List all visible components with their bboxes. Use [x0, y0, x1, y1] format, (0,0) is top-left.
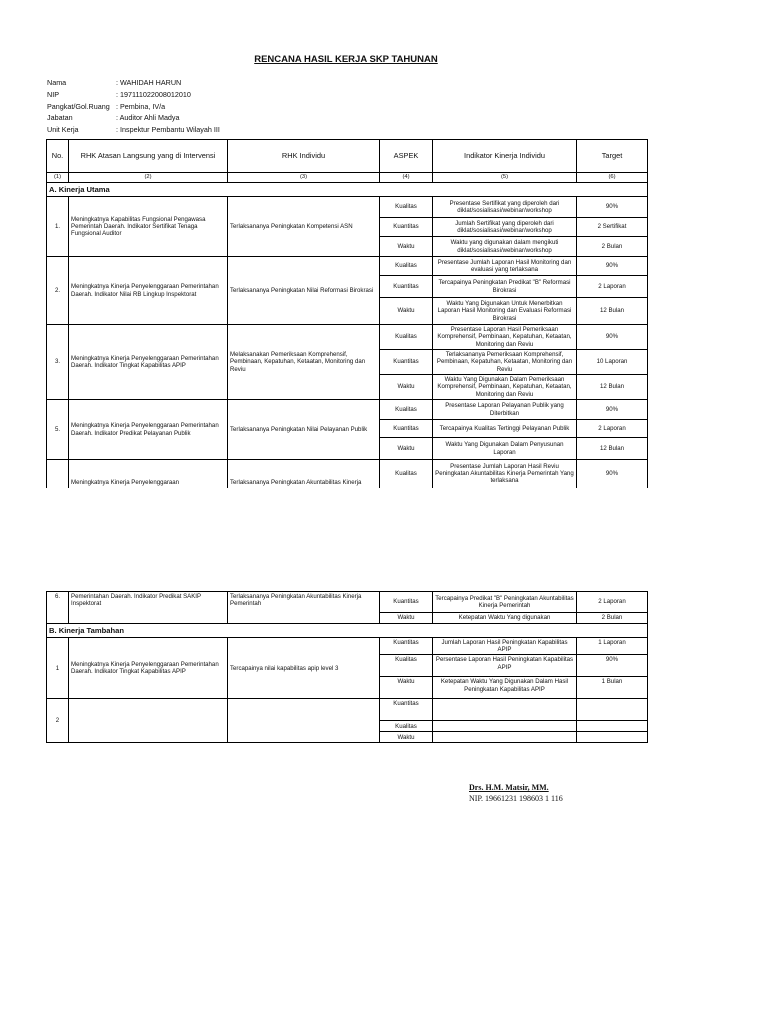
aspek-cell: Waktu [380, 613, 433, 624]
aspek-cell: Kuantitas [380, 638, 433, 655]
table-row [47, 197, 648, 218]
table-row [47, 592, 648, 613]
header-target: Target [577, 140, 648, 173]
indikator-cell: Terlaksananya Pemeriksaan Komprehensif, Pembinaan, Kepatuhan, Ketaatan, Monitoring dan Reviu [433, 350, 577, 375]
info-row-pangkat [47, 101, 220, 113]
rhk-individu-cell: Terlaksananya Peningkatan Nilai Reformasi Birokrasi [228, 257, 380, 325]
aspek-cell: Kualitas [380, 325, 433, 350]
rhk-individu-cell: Tercapainya nilai kapabilitas apip level 3 [228, 638, 380, 699]
indikator-cell: Presentase Jumlah Laporan Hasil Reviu Peningkatan Akuntabilitas Kinerja Pemerintah Yang terlaksana [433, 460, 577, 488]
info-label: Nama [47, 78, 67, 87]
indikator-cell: Ketepatan Waktu Yang Digunakan Dalam Hasil Peningkatan Kapabilitas APIP [433, 677, 577, 699]
table-row [47, 257, 648, 276]
aspek-cell: Kualitas [380, 721, 433, 732]
aspek-cell: Kualitas [380, 400, 433, 420]
header-aspek: ASPEK [380, 140, 433, 173]
target-cell: 90% [577, 325, 648, 350]
aspek-cell: Kuantitas [380, 592, 433, 613]
info-row-nama [47, 77, 220, 89]
aspek-cell: Kualitas [380, 655, 433, 677]
target-cell: 10 Laporan [577, 350, 648, 375]
table-row [47, 699, 648, 721]
col-number: (5) [433, 173, 577, 183]
indikator-cell: Presentase Jumlah Laporan Hasil Monitoring dan evaluasi yang terlaksana [433, 257, 577, 276]
page-title: RENCANA HASIL KERJA SKP TAHUNAN [254, 54, 438, 65]
signature-block [469, 783, 563, 803]
aspek-cell: Kuantitas [380, 420, 433, 438]
col-number: (3) [228, 173, 380, 183]
info-value: : Auditor Ahli Madya [116, 113, 180, 123]
rhk-individu-cell [228, 699, 380, 743]
target-cell: 2 Laporan [577, 592, 648, 613]
indikator-cell: Presentase Laporan Hasil Pemeriksaan Komprehensif, Pembinaan, Kepatuhan, Ketaatan, Monitoring dan Reviu [433, 325, 577, 350]
target-cell: 12 Bulan [577, 298, 648, 325]
info-label: Unit Kerja [47, 125, 79, 135]
indikator-cell: Waktu Yang Digunakan Dalam Pemeriksaan Komprehensif, Pembinaan, Kepatuhan, Ketaatan, Monitoring dan Reviu [433, 375, 577, 400]
employee-info [47, 77, 220, 136]
rhk-atasan-cell: Meningkatnya Kinerja Penyelenggaraan Pemerintahan Daerah. Indikator Tingkat Kapabilitas APIP [69, 325, 228, 400]
signer-name: Drs. H.M. Matsir, MM. [469, 783, 549, 792]
rhk-atasan-cell: Pemerintahan Daerah. Indikator Predikat SAKIP Inspektorat [69, 592, 228, 624]
target-cell: 90% [577, 460, 648, 488]
aspek-cell: Kuantitas [380, 699, 433, 721]
target-cell: 12 Bulan [577, 438, 648, 460]
indikator-cell [433, 699, 577, 721]
rhk-atasan-cell: Meningkatnya Kinerja Penyelenggaraan Pemerintahan Daerah. Indikator Tingkat Kapabilitas APIP [69, 638, 228, 699]
section-b-title: B. Kinerja Tambahan [47, 624, 648, 638]
table-header-row [47, 140, 648, 173]
target-cell: 2 Sertifikat [577, 218, 648, 237]
aspek-cell: Waktu [380, 732, 433, 743]
info-label: Pangkat/Gol.Ruang [47, 101, 110, 111]
rhk-atasan-cell: Meningkatnya Kapabilitas Fungsional Pengawasa Pemerintah Daerah. Indikator Sertifikat Tenaga Fungsional Auditor [69, 197, 228, 257]
indikator-cell: Waktu Yang Digunakan Dalam Penyusunan Laporan [433, 438, 577, 460]
table-row [47, 400, 648, 420]
indikator-cell: Jumlah Sertifikat yang diperoleh dari diklat/sosialisasi/webinar/workshop [433, 218, 577, 237]
target-cell: 12 Bulan [577, 375, 648, 400]
rhk-atasan-cell: Meningkatnya Kinerja Penyelenggaraan [69, 460, 228, 488]
target-cell: 1 Bulan [577, 677, 648, 699]
indikator-cell: Tercapainya Predikat "B" Peningkatan Akuntabilitas Kinerja Pemerintah [433, 592, 577, 613]
info-value: : Pembina, IV/a [116, 101, 166, 111]
col-number: (1) [47, 173, 69, 183]
info-row-nip [47, 89, 220, 101]
col-number: (6) [577, 173, 648, 183]
aspek-cell: Kuantitas [380, 350, 433, 375]
aspek-cell: Kuantitas [380, 218, 433, 237]
table-row [47, 325, 648, 350]
row-no: 6. [47, 592, 69, 624]
info-value: : 197111022008012010 [116, 89, 191, 99]
rhk-individu-cell: Terlaksananya Peningkatan Akuntabilitas Kinerja [228, 460, 380, 488]
rhk-individu-cell: Terlaksananya Peningkatan Nilai Pelayanan Publik [228, 400, 380, 460]
indikator-cell: Jumlah Laporan Hasil Peningkatan Kapabilitas APIP [433, 638, 577, 655]
rhk-atasan-cell [69, 699, 228, 743]
col-number: (2) [69, 173, 228, 183]
info-value: : Inspektur Pembantu Wilayah III [116, 125, 220, 135]
indikator-cell: Tercapainya Peningkatan Predikat "B" Reformasi Birokrasi [433, 276, 577, 298]
aspek-cell: Waktu [380, 438, 433, 460]
info-row-jabatan [47, 112, 220, 124]
row-no [47, 460, 69, 488]
target-cell: 90% [577, 257, 648, 276]
target-cell: 2 Bulan [577, 613, 648, 624]
header-no: No. [47, 140, 69, 173]
row-no: 3. [47, 325, 69, 400]
rhk-individu-cell: Melaksanakan Pemeriksaan Komprehensif, Pembinaan, Kepatuhan, Ketaatan, Monitoring dan Reviu [228, 325, 380, 400]
rhk-individu-cell: Terlaksananya Peningkatan Kompetensi ASN [228, 197, 380, 257]
col-number: (4) [380, 173, 433, 183]
aspek-cell: Kualitas [380, 257, 433, 276]
info-label: Jabatan [47, 113, 73, 123]
header-rhk-atasan: RHK Atasan Langsung yang di Intervensi [69, 140, 228, 173]
section-row [47, 624, 648, 638]
indikator-cell: Waktu yang digunakan dalam mengikuti diklat/sosialisasi/webinar/workshop [433, 237, 577, 257]
indikator-cell: Persentase Laporan Hasil Peningkatan Kapabilitas APIP [433, 655, 577, 677]
target-cell: 2 Laporan [577, 276, 648, 298]
target-cell: 2 Laporan [577, 420, 648, 438]
row-no: 2 [47, 699, 69, 743]
section-row [47, 183, 648, 197]
indikator-cell [433, 721, 577, 732]
indikator-cell: Waktu Yang Digunakan Untuk Menerbitkan Laporan Hasil Monitoring dan Evaluasi Reformasi Birokrasi [433, 298, 577, 325]
indikator-cell [433, 732, 577, 743]
info-label: NIP [47, 89, 59, 99]
aspek-cell: Kuantitas [380, 276, 433, 298]
skp-table-part-2 [46, 591, 648, 743]
rhk-atasan-cell: Meningkatnya Kinerja Penyelenggaraan Pemerintahan Daerah. Indikator Predikat Pelayanan Publik [69, 400, 228, 460]
indikator-cell: Ketepatan Waktu Yang digunakan [433, 613, 577, 624]
target-cell [577, 699, 648, 721]
target-cell: 90% [577, 400, 648, 420]
table-row [47, 460, 648, 488]
header-rhk-individu: RHK Individu [228, 140, 380, 173]
row-no: 5. [47, 400, 69, 460]
aspek-cell: Waktu [380, 677, 433, 699]
section-a-title: A. Kinerja Utama [47, 183, 648, 197]
aspek-cell: Waktu [380, 237, 433, 257]
target-cell [577, 721, 648, 732]
target-cell: 90% [577, 655, 648, 677]
row-no: 2. [47, 257, 69, 325]
aspek-cell: Kualitas [380, 460, 433, 488]
indikator-cell: Presentase Sertifikat yang diperoleh dari diklat/sosialisasi/webinar/workshop [433, 197, 577, 218]
target-cell [577, 732, 648, 743]
target-cell: 90% [577, 197, 648, 218]
row-no: 1. [47, 197, 69, 257]
aspek-cell: Kualitas [380, 197, 433, 218]
indikator-cell: Tercapainya Kualitas Tertinggi Pelayanan Publik [433, 420, 577, 438]
rhk-atasan-cell: Meningkatnya Kinerja Penyelenggaraan Pemerintahan Daerah. Indikator Nilai RB Lingkup Inspektorat [69, 257, 228, 325]
info-row-unit-kerja [47, 124, 220, 136]
indikator-cell: Presentase Laporan Pelayanan Publik yang Diterbitkan [433, 400, 577, 420]
aspek-cell: Waktu [380, 298, 433, 325]
info-value: : WAHIDAH HARUN [116, 78, 182, 87]
table-row [47, 638, 648, 655]
skp-table-part-1 [46, 139, 648, 488]
target-cell: 2 Bulan [577, 237, 648, 257]
header-indikator: Indikator Kinerja Individu [433, 140, 577, 173]
rhk-individu-cell: Terlaksananya Peningkatan Akuntabilitas Kinerja Pemerintah [228, 592, 380, 624]
target-cell: 1 Laporan [577, 638, 648, 655]
signer-nip: NIP. 19661231 198603 1 116 [469, 794, 563, 803]
aspek-cell: Waktu [380, 375, 433, 400]
column-number-row [47, 173, 648, 183]
row-no: 1 [47, 638, 69, 699]
